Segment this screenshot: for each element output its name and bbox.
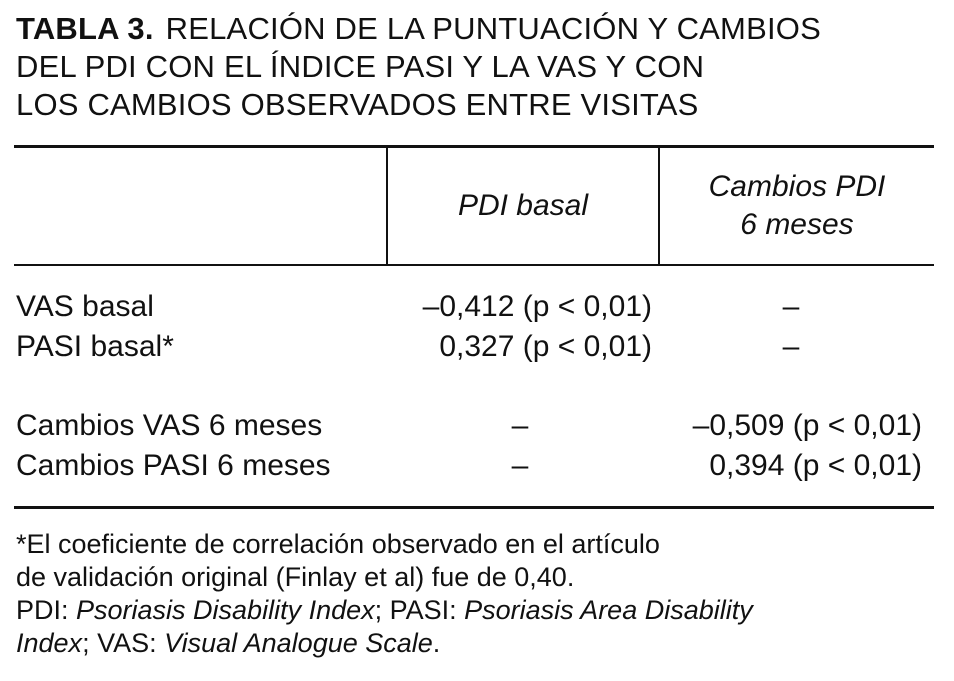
column-header-cambios-pdi-line-1: Cambios PDI (708, 170, 886, 203)
footnote-line-1: *El coeficiente de correlación observado en el artículo (16, 529, 660, 559)
table-row (16, 446, 934, 486)
footnote-end: . (432, 628, 441, 658)
table-number: TABLA 3. (16, 11, 154, 46)
row-label: PASI basal* (16, 330, 174, 363)
row-label: VAS basal (16, 290, 154, 323)
table-title (16, 10, 936, 124)
abbr-vas: ; VAS: (82, 628, 165, 658)
cell-pdi-basal: 0,327 (p < 0,01) (439, 330, 652, 363)
footnote-line-2: de validación original (Finlay et al) fue de 0,40. (16, 562, 575, 592)
cell-cambios-pdi: 0,394 (p < 0,01) (709, 449, 922, 482)
footnote-abbreviations (16, 594, 936, 627)
row-label: Cambios VAS 6 meses (16, 409, 323, 442)
abbr-pasi-full: Psoriasis Area Disability (464, 595, 753, 625)
abbr-pdi-full: Psoriasis Disability Index (76, 595, 375, 625)
row-label: Cambios PASI 6 meses (16, 449, 331, 482)
cell-pdi-basal: –0,412 (p < 0,01) (422, 290, 652, 323)
table-row (16, 406, 934, 446)
abbr-vas-full: Visual Analogue Scale (164, 628, 433, 658)
cell-pdi-basal: – (511, 409, 529, 442)
column-header-cambios-pdi (660, 148, 934, 264)
abbr-pdi: PDI: (16, 595, 77, 625)
title-line-3: LOS CAMBIOS OBSERVADOS ENTRE VISITAS (16, 87, 699, 122)
cell-cambios-pdi: – (782, 330, 800, 363)
table-bottom-rule (14, 506, 934, 509)
column-header-pdi-basal-text: PDI basal (457, 189, 589, 222)
cell-cambios-pdi: –0,509 (p < 0,01) (692, 409, 922, 442)
table-footnote (16, 528, 936, 660)
abbr-pasi-full-cont: Index (16, 628, 83, 658)
column-header-cambios-pdi-line-2: 6 meses (740, 208, 854, 241)
abbr-pasi: ; PASI: (374, 595, 465, 625)
title-line-1 (16, 10, 936, 48)
title-line-2: DEL PDI CON EL ÍNDICE PASI Y LA VAS Y CON (16, 49, 705, 84)
column-header-pdi-basal (388, 148, 658, 264)
table-row (16, 287, 934, 327)
table-header-rule (14, 264, 934, 266)
table-row (16, 327, 934, 367)
cell-cambios-pdi: – (782, 290, 800, 323)
title-text-1: RELACIÓN DE LA PUNTUACIÓN Y CAMBIOS (165, 11, 821, 46)
footnote-abbreviations-cont (16, 627, 936, 660)
cell-pdi-basal: – (511, 449, 529, 482)
